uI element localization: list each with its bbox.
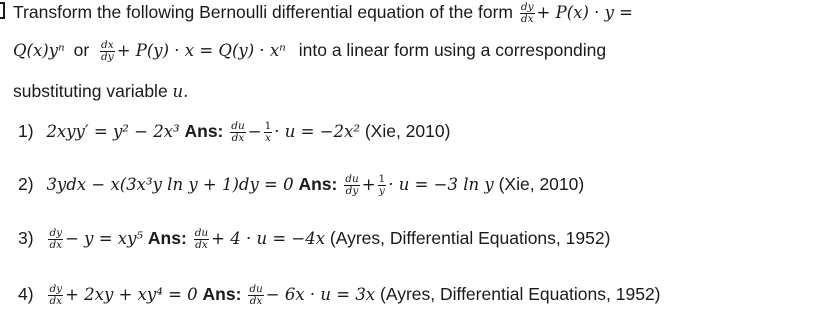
source-citation: (Xie, 2010) [364,121,451,142]
equation-fraction: $\frac{dy}{dx}$ [49,283,63,308]
form-rest-2: + P(y) · x = Q(y) · xⁿ [116,41,286,61]
problem-equation: − y = xy⁵ [65,229,144,249]
answer-label: Ans: [298,174,338,195]
answer-fraction: $\frac{du}{dx}$ [231,120,245,145]
answer-rest: + 4 · u = −4x [211,229,326,249]
problem-2 [18,174,584,197]
answer-label: Ans: [147,228,187,249]
problem-number: 1) [18,121,34,142]
source-citation: (Ayres, Differential Equations, 1952) [329,228,611,249]
form-q-term: Q(x)yⁿ [13,41,65,61]
answer-label: Ans: [184,121,224,142]
problem-number: 3) [18,228,34,249]
answer-fraction: $\frac{du}{dx}$ [249,283,263,308]
problem-number: 4) [18,284,34,305]
intro-line-3 [13,81,188,102]
problem-equation: 3ydx − x(3x³y ln y + 1)dy = 0 [46,175,294,195]
answer-label: Ans: [202,284,242,305]
problem-number: 2) [18,174,34,195]
or-text: or [73,40,90,61]
problem-equation: 2xyy′ = y² − 2x³ [46,122,180,142]
form-rest-1: + P(x) · y = [536,3,634,23]
answer-operator: + [361,175,376,195]
problem-4 [18,284,661,307]
intro-text-1: Transform the following Bernoulli differential equation of the form [13,2,513,23]
intro-text-2: into a linear form using a corresponding [298,40,607,61]
source-citation: (Ayres, Differential Equations, 1952) [380,284,661,305]
text-cursor-bracket-icon [0,2,5,19]
answer-coefficient-fraction: $\frac{1}{y}$ [378,173,386,198]
answer-rest: · u = −3 ln y [388,175,494,195]
intro-text-3: substituting variable [13,81,168,101]
form-fraction-dy-dx: $\frac{dy}{dx}$ [520,1,534,26]
problem-3 [18,228,610,251]
answer-rest: − 6x · u = 3x [265,285,376,305]
intro-line-2 [13,40,606,63]
problem-equation: + 2xy + xy⁴ = 0 [65,285,198,305]
answer-fraction: $\frac{du}{dy}$ [345,173,359,198]
intro-variable: u. [172,82,189,101]
answer-rest: · u = −2x² [274,122,360,142]
equation-fraction: $\frac{dy}{dx}$ [49,227,63,252]
intro-line-1 [13,2,633,25]
form-fraction-dx-dy: $\frac{dx}{dy}$ [101,39,114,64]
problem-1 [18,121,450,144]
answer-operator: − [247,122,262,142]
answer-coefficient-fraction: $\frac{1}{x}$ [264,120,272,145]
answer-fraction: $\frac{du}{dx}$ [194,227,209,252]
source-citation: (Xie, 2010) [498,174,585,195]
